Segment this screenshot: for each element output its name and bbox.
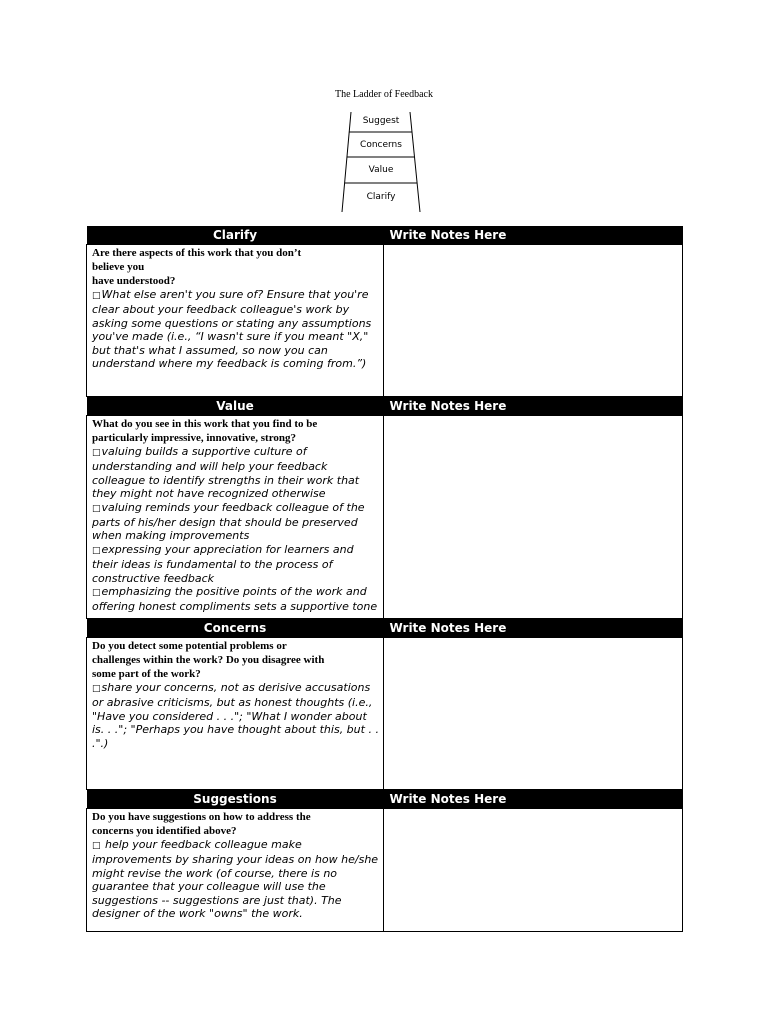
question-line: concerns you identified above? xyxy=(92,825,237,837)
question xyxy=(92,639,379,681)
guidance-paragraph xyxy=(92,681,379,750)
guidance-text: emphasizing the positive points of the work and offering honest compliments sets a supportive tone xyxy=(92,585,378,614)
guidance-paragraph xyxy=(92,585,379,614)
notes-area-concerns[interactable] xyxy=(384,638,683,790)
question-line: believe you xyxy=(92,261,145,273)
question xyxy=(92,246,379,288)
prompt-cell-concerns xyxy=(87,638,384,790)
ladder-rung-clarify: Clarify xyxy=(366,192,396,202)
notes-heading: Write Notes Here xyxy=(384,397,683,416)
guidance-paragraph xyxy=(92,838,379,920)
guidance-paragraph xyxy=(92,445,379,501)
notes-heading: Write Notes Here xyxy=(384,226,683,245)
checkbox-bullet-icon: □ xyxy=(92,684,101,694)
guidance-text: valuing reminds your feedback colleague of the parts of his/her design that should be preserved when making improvements xyxy=(92,500,365,543)
checkbox-bullet-icon: □ xyxy=(92,503,101,514)
checkbox-bullet-icon: □ xyxy=(92,448,101,458)
section-header-clarify xyxy=(87,226,683,245)
guidance-paragraph xyxy=(92,288,379,370)
question-line: Are there aspects of this work that you don’t xyxy=(92,247,302,259)
notes-heading: Write Notes Here xyxy=(384,790,683,809)
question-line: particularly impressive, innovative, strong? xyxy=(92,432,297,444)
ladder-rung-suggest: Suggest xyxy=(362,116,400,126)
checkbox-bullet-icon: □ xyxy=(92,841,101,851)
notes-heading: Write Notes Here xyxy=(384,619,683,638)
section-heading: Suggestions xyxy=(87,790,384,809)
question xyxy=(92,810,379,838)
feedback-table xyxy=(86,226,683,932)
guidance-text: share your concerns, not as derisive accusations or abrasive criticisms, but as honest thoughts (i.e., "Have you considered . . ."; "What I wonder about is. . ."; "Perhaps you have thought about this, but . . .".) xyxy=(92,681,379,750)
ladder-rung-concerns: Concerns xyxy=(360,140,402,150)
section-header-concerns xyxy=(87,619,683,638)
section-heading: Clarify xyxy=(87,226,384,245)
prompt-cell-value xyxy=(87,416,384,619)
guidance-text: valuing builds a supportive culture of understanding and will help your feedback colleague to identify strengths in their work that they might not have recognized otherwise xyxy=(92,445,360,501)
guidance-text: help your feedback colleague make improvements by sharing your ideas on how he/she might revise the work (of course, there is no guarantee that your colleague will use the suggestions -- suggestions are just that). The designer of the work "owns" the work. xyxy=(92,838,379,921)
question-line: challenges within the work? Do you disagree with xyxy=(92,654,325,666)
question-line: some part of the work? xyxy=(92,668,201,680)
guidance-paragraph xyxy=(92,501,379,543)
notes-area-value[interactable] xyxy=(384,416,683,619)
checkbox-bullet-icon: □ xyxy=(92,588,101,599)
checkbox-bullet-icon: □ xyxy=(92,545,101,556)
document-title: The Ladder of Feedback xyxy=(334,89,433,100)
question-line: Do you detect some potential problems or xyxy=(92,640,287,652)
ladder-rung-value: Value xyxy=(368,165,394,175)
section-heading: Value xyxy=(87,397,384,416)
prompt-cell-suggestions xyxy=(87,809,384,932)
guidance-paragraph xyxy=(92,543,379,585)
section-heading: Concerns xyxy=(87,619,384,638)
prompt-cell-clarify xyxy=(87,245,384,397)
question-line: What do you see in this work that you find to be xyxy=(92,418,318,430)
section-header-value xyxy=(87,397,683,416)
question-line: have understood? xyxy=(92,275,176,287)
question xyxy=(92,417,379,445)
question-line: Do you have suggestions on how to address the xyxy=(92,811,311,823)
notes-area-suggestions[interactable] xyxy=(384,809,683,932)
section-header-suggestions xyxy=(87,790,683,809)
notes-area-clarify[interactable] xyxy=(384,245,683,397)
checkbox-bullet-icon: □ xyxy=(92,291,101,301)
guidance-text: What else aren't you sure of? Ensure that you're clear about your feedback colleague's work by asking some questions or stating any assumptions you've made (i.e., “I wasn't sure if you meant "X," but that's what I assumed, so now you can understand where my feedback is coming from.”) xyxy=(92,288,372,371)
guidance-text: expressing your appreciation for learners and their ideas is fundamental to the process of constructive feedback xyxy=(92,542,354,585)
